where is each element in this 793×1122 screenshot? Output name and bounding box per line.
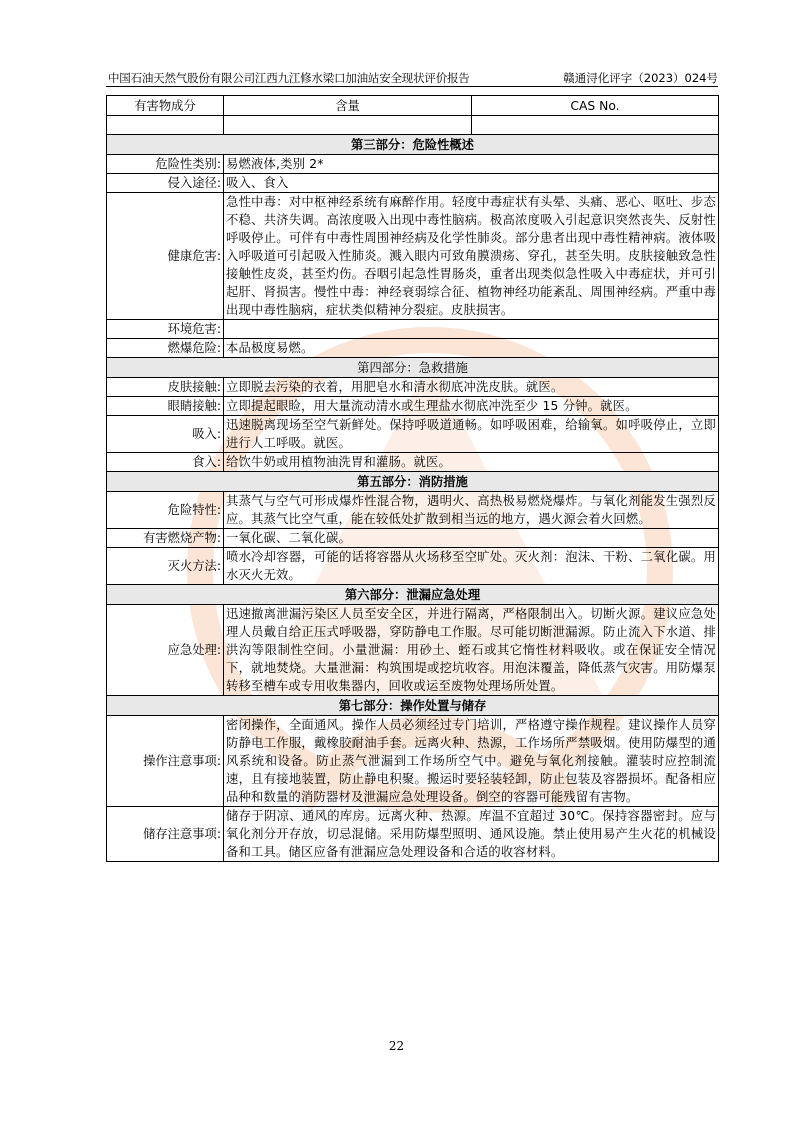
section-title-handling: 第七部分：操作处置与储存 [107,696,719,716]
section-title-firefighting: 第五部分：消防措施 [107,472,719,492]
label-skin-contact: 皮肤接触: [107,378,224,397]
label-hazard-properties: 危险特性: [107,492,224,529]
value-inhalation: 迅速脱离现场至空气新鲜处。保持呼吸道通畅。如呼吸困难，给输氧。如呼吸停止，立即进行人工呼吸。就医。 [224,416,719,453]
value-emergency-response: 迅速撤离泄漏污染区人员至安全区，并进行隔离，严格限制出入。切断火源。建议应急处理人员戴自给正压式呼吸器，穿防静电工作服。尽可能切断泄漏源。防止流入下水道、排洪沟等限制性空间。小量泄漏：用砂土、蛭石或其它惰性材料吸收。或在保证安全情况下，就地焚烧。大量泄漏：构筑围堤或挖坑收容。用泡沫覆盖，降低蒸气灾害。用防爆泵转移至槽车或专用收集器内，回收或运至废物处理场所处置。 [224,605,719,696]
value-hazard-class: 易燃液体,类别 2* [224,155,719,174]
value-eye-contact: 立即提起眼睑，用大量流动清水或生理盐水彻底冲洗至少 15 分钟。就医。 [224,397,719,416]
value-ingestion: 给饮牛奶或用植物油洗胃和灌肠。就医。 [224,453,719,472]
label-handling: 操作注意事项: [107,716,224,807]
label-extinguishing: 灭火方法: [107,548,224,585]
label-ingestion: 食入: [107,453,224,472]
label-env-hazard: 环境危害: [107,320,224,339]
value-hazard-properties: 其蒸气与空气可形成爆炸性混合物，遇明火、高热极易燃烧爆炸。与氧化剂能发生强烈反应。其蒸气比空气重，能在较低处扩散到相当远的地方，遇火源会着火回燃。 [224,492,719,529]
value-skin-contact: 立即脱去污染的衣着，用肥皂水和清水彻底冲洗皮肤。就医。 [224,378,719,397]
report-title: 中国石油天然气股份有限公司江西九江修水梁口加油站安全现状评价报告 [108,71,470,85]
label-emergency-response: 应急处理: [107,605,224,696]
document-number: 赣通浔化评字（2023）024号 [563,71,718,85]
page-number: 22 [388,1039,405,1053]
value-combustion-products: 一氧化碳、二氧化碳。 [224,529,719,548]
value-extinguishing: 喷水冷却容器，可能的话将容器从火场移至空旷处。灭火剂：泡沫、干粉、二氧化碳。用水灭火无效。 [224,548,719,585]
value-fire-hazard: 本品极度易燃。 [224,339,719,358]
section-title-leak: 第六部分：泄漏应急处理 [107,585,719,605]
label-inhalation: 吸入: [107,416,224,453]
value-entry-route: 吸入、食入 [224,174,719,193]
empty-row [107,116,719,135]
value-storage: 储存于阴凉、通风的库房。远离火种、热源。库温不宜超过 30℃。保持容器密封。应与氧化剂分开存放，切忌混储。采用防爆型照明、通风设施。禁止使用易产生火花的机械设备和工具。储区应备有泄漏应急处理设备和合适的收容材料。 [224,807,719,862]
label-health-hazard: 健康危害: [107,193,224,320]
msds-table [106,95,719,862]
label-hazard-class: 危险性类别: [107,155,224,174]
label-eye-contact: 眼睛接触: [107,397,224,416]
label-storage: 储存注意事项: [107,807,224,862]
table-header-row [107,96,719,116]
label-entry-route: 侵入途径: [107,174,224,193]
section-title-first-aid: 第四部分：急救措施 [107,358,719,378]
value-health-hazard: 急性中毒：对中枢神经系统有麻醉作用。轻度中毒症状有头晕、头痛、恶心、呕吐、步态不稳、共济失调。高浓度吸入出现中毒性脑病。极高浓度吸入引起意识突然丧失、反射性呼吸停止。可伴有中毒性周围神经病及化学性肺炎。部分患者出现中毒性精神病。液体吸入呼吸道可引起吸入性肺炎。溅入眼内可致角膜溃疡、穿孔，甚至失明。皮肤接触致急性接触性皮炎，甚至灼伤。吞咽引起急性胃肠炎，重者出现类似急性吸入中毒症状，并可引起肝、肾损害。慢性中毒：神经衰弱综合征、植物神经功能紊乱、周围神经病。严重中毒出现中毒性脑病，症状类似精神分裂症。皮肤损害。 [224,193,719,320]
col-header-content: 含量 [224,96,472,116]
label-combustion-products: 有害燃烧产物: [107,529,224,548]
value-handling: 密闭操作，全面通风。操作人员必须经过专门培训，严格遵守操作规程。建议操作人员穿防静电工作服，戴橡胶耐油手套。远离火种、热源，工作场所严禁吸烟。使用防爆型的通风系统和设备。防止蒸气泄漏到工作场所空气中。避免与氧化剂接触。灌装时应控制流速，且有接地装置，防止静电积聚。搬运时要轻装轻卸，防止包装及容器损坏。配备相应品种和数量的消防器材及泄漏应急处理设备。倒空的容器可能残留有害物。 [224,716,719,807]
section-title-hazard: 第三部分：危险性概述 [107,135,719,155]
label-fire-hazard: 燃爆危险: [107,339,224,358]
page-header [106,70,718,87]
col-header-component: 有害物成分 [107,96,224,116]
col-header-cas: CAS No. [472,96,719,116]
value-env-hazard [224,320,719,339]
